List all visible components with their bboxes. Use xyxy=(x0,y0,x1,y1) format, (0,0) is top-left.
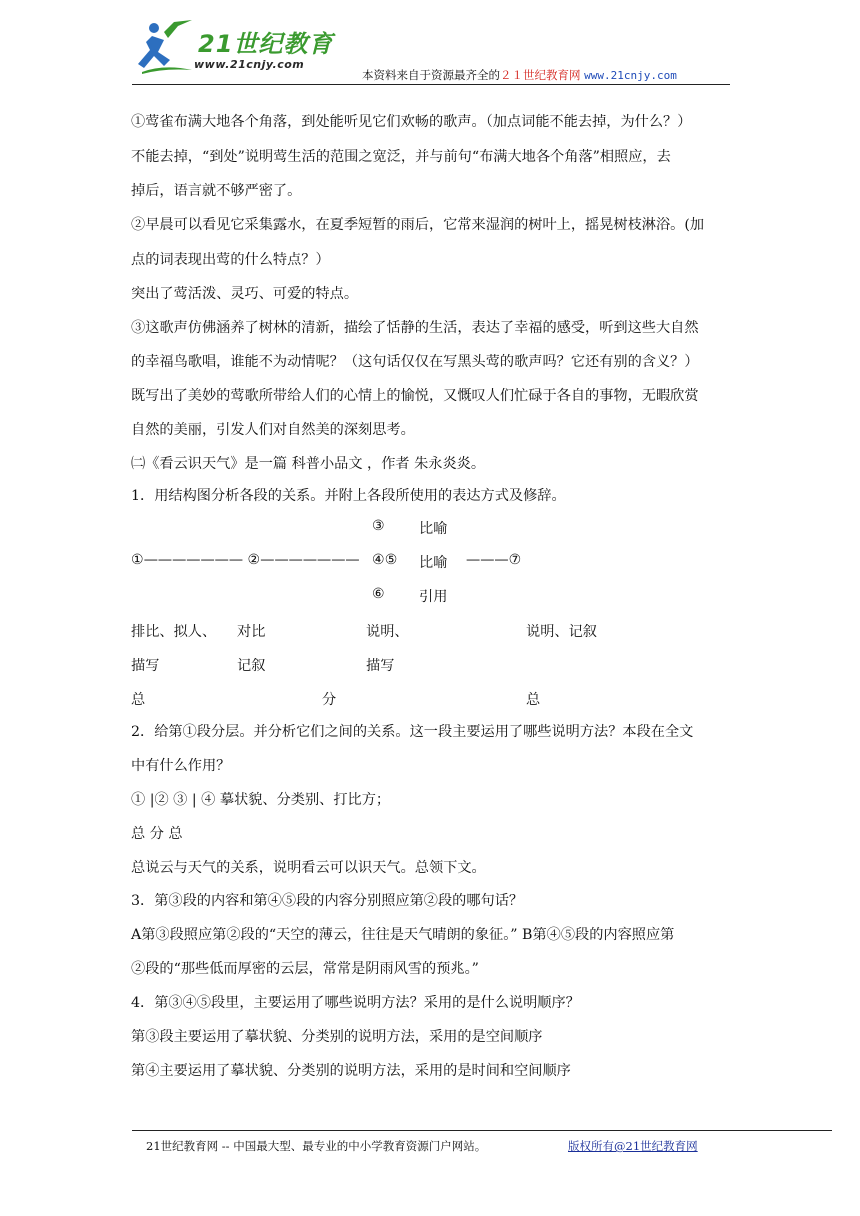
answer-line: 总说云与天气的关系，说明看云可以识天气。总领下文。 xyxy=(131,860,486,876)
diagram-structure: 总 xyxy=(131,692,146,708)
paragraph-line: 掉后，语言就不够严密了。 xyxy=(131,183,302,199)
logo xyxy=(134,16,344,80)
diagram-method: 描写 xyxy=(131,658,160,674)
diagram-method: 描写 xyxy=(366,658,395,674)
answer-line: ① |② ③ | ④ 摹状貌、分类别、打比方； xyxy=(131,792,391,808)
paragraph-line: ③这歌声仿佛涵养了树林的清新，描绘了恬静的生活，表达了幸福的感受，听到这些大自然 xyxy=(131,320,699,336)
logo-url-text: www.21cnjy.com xyxy=(194,58,305,71)
copyright-link[interactable]: 版权所有@21世纪教育网 xyxy=(568,1139,698,1153)
answer-line: A第③段照应第②段的“天空的薄云，往往是天气晴朗的象征。” B第④⑤段的内容照应第 xyxy=(131,927,675,943)
answer-line: ②段的“那些低而厚密的云层，常常是阴雨风雪的预兆。” xyxy=(131,961,479,977)
paragraph-line: ①莺雀布满大地各个角落，到处能听见它们欢畅的歌声。（加点词能不能去掉，为什么？） xyxy=(131,114,692,130)
header-tagline xyxy=(362,67,677,83)
question-4: 4．第③④⑤段里，主要运用了哪些说明方法？采用的是什么说明顺序？ xyxy=(131,995,580,1011)
paragraph-line: 的幸福鸟歌唱，谁能不为动情呢？（这句话仅仅在写黑头莺的歌声吗？它还有别的含义？） xyxy=(131,354,699,370)
diagram-method: 说明、 xyxy=(366,624,409,640)
header-divider xyxy=(132,84,730,85)
diagram-node-3: ③ xyxy=(372,518,385,534)
diagram-structure: 分 xyxy=(322,692,337,708)
diagram-method: 排比、拟人、 xyxy=(131,624,217,640)
answer-line: 自然的美丽，引发人们对自然美的深刻思考。 xyxy=(131,422,415,438)
paragraph-line: 不能去掉，“到处”说明莺生活的范围之宽泛，并与前句“布满大地各个角落”相照应，去 xyxy=(131,149,671,165)
answer-line: 既写出了美妙的莺歌所带给人们的心情上的愉悦，又慨叹人们忙碌于各自的事物，无暇欣赏 xyxy=(131,388,699,404)
question-1: 1．用结构图分析各段的关系。并附上各段所使用的表达方式及修辞。 xyxy=(131,488,566,504)
running-person-icon xyxy=(134,16,196,78)
diagram-label-3: 比喻 xyxy=(419,521,448,537)
footer-divider xyxy=(132,1130,832,1131)
question-2: 中有什么作用？ xyxy=(131,758,231,774)
diagram-node-45: ④⑤ xyxy=(372,552,398,568)
answer-line: 突出了莺活泼、灵巧、可爱的特点。 xyxy=(131,286,359,302)
answer-line: 第③段主要运用了摹状貌、分类别的说明方法，采用的是空间顺序 xyxy=(131,1029,543,1045)
paragraph-line: 点的词表现出莺的什么特点？） xyxy=(131,252,330,268)
tagline-prefix: 本资料来自于资源最齐全的 xyxy=(362,68,500,82)
diagram-chain-left: ①——————— ②——————— xyxy=(131,552,360,568)
answer-line: 总 分 总 xyxy=(131,826,183,842)
diagram-method: 说明、记叙 xyxy=(526,624,597,640)
diagram-method: 对比 xyxy=(237,624,266,640)
tagline-site[interactable]: ２１世纪教育网 xyxy=(500,68,581,82)
logo-main-text: 21世纪教育 xyxy=(198,30,334,58)
diagram-structure: 总 xyxy=(526,692,541,708)
question-3: 3．第③段的内容和第④⑤段的内容分别照应第②段的哪句话？ xyxy=(131,893,524,909)
answer-line: 第④主要运用了摹状貌、分类别的说明方法，采用的是时间和空间顺序 xyxy=(131,1063,571,1079)
diagram-label-6: 引用 xyxy=(419,589,448,605)
section-title: ㈡《看云识天气》是一篇 科普小品文 ，作者 朱永炎炎。 xyxy=(131,456,486,472)
footer-text: 21世纪教育网 -- 中国最大型、最专业的中小学教育资源门户网站。 xyxy=(146,1139,487,1153)
diagram-method: 记叙 xyxy=(237,658,266,674)
question-2: 2．给第①段分层。并分析它们之间的关系。这一段主要运用了哪些说明方法？本段在全文 xyxy=(131,724,694,740)
diagram-label-45: 比喻 xyxy=(419,555,448,571)
paragraph-line: ②早晨可以看见它采集露水，在夏季短暂的雨后，它常来湿润的树叶上，摇晃树枝淋浴。(加 xyxy=(131,217,705,233)
diagram-chain-right: ———⑦ xyxy=(466,552,522,568)
diagram-node-6: ⑥ xyxy=(372,586,385,602)
tagline-url[interactable]: www.21cnjy.com xyxy=(584,69,677,82)
